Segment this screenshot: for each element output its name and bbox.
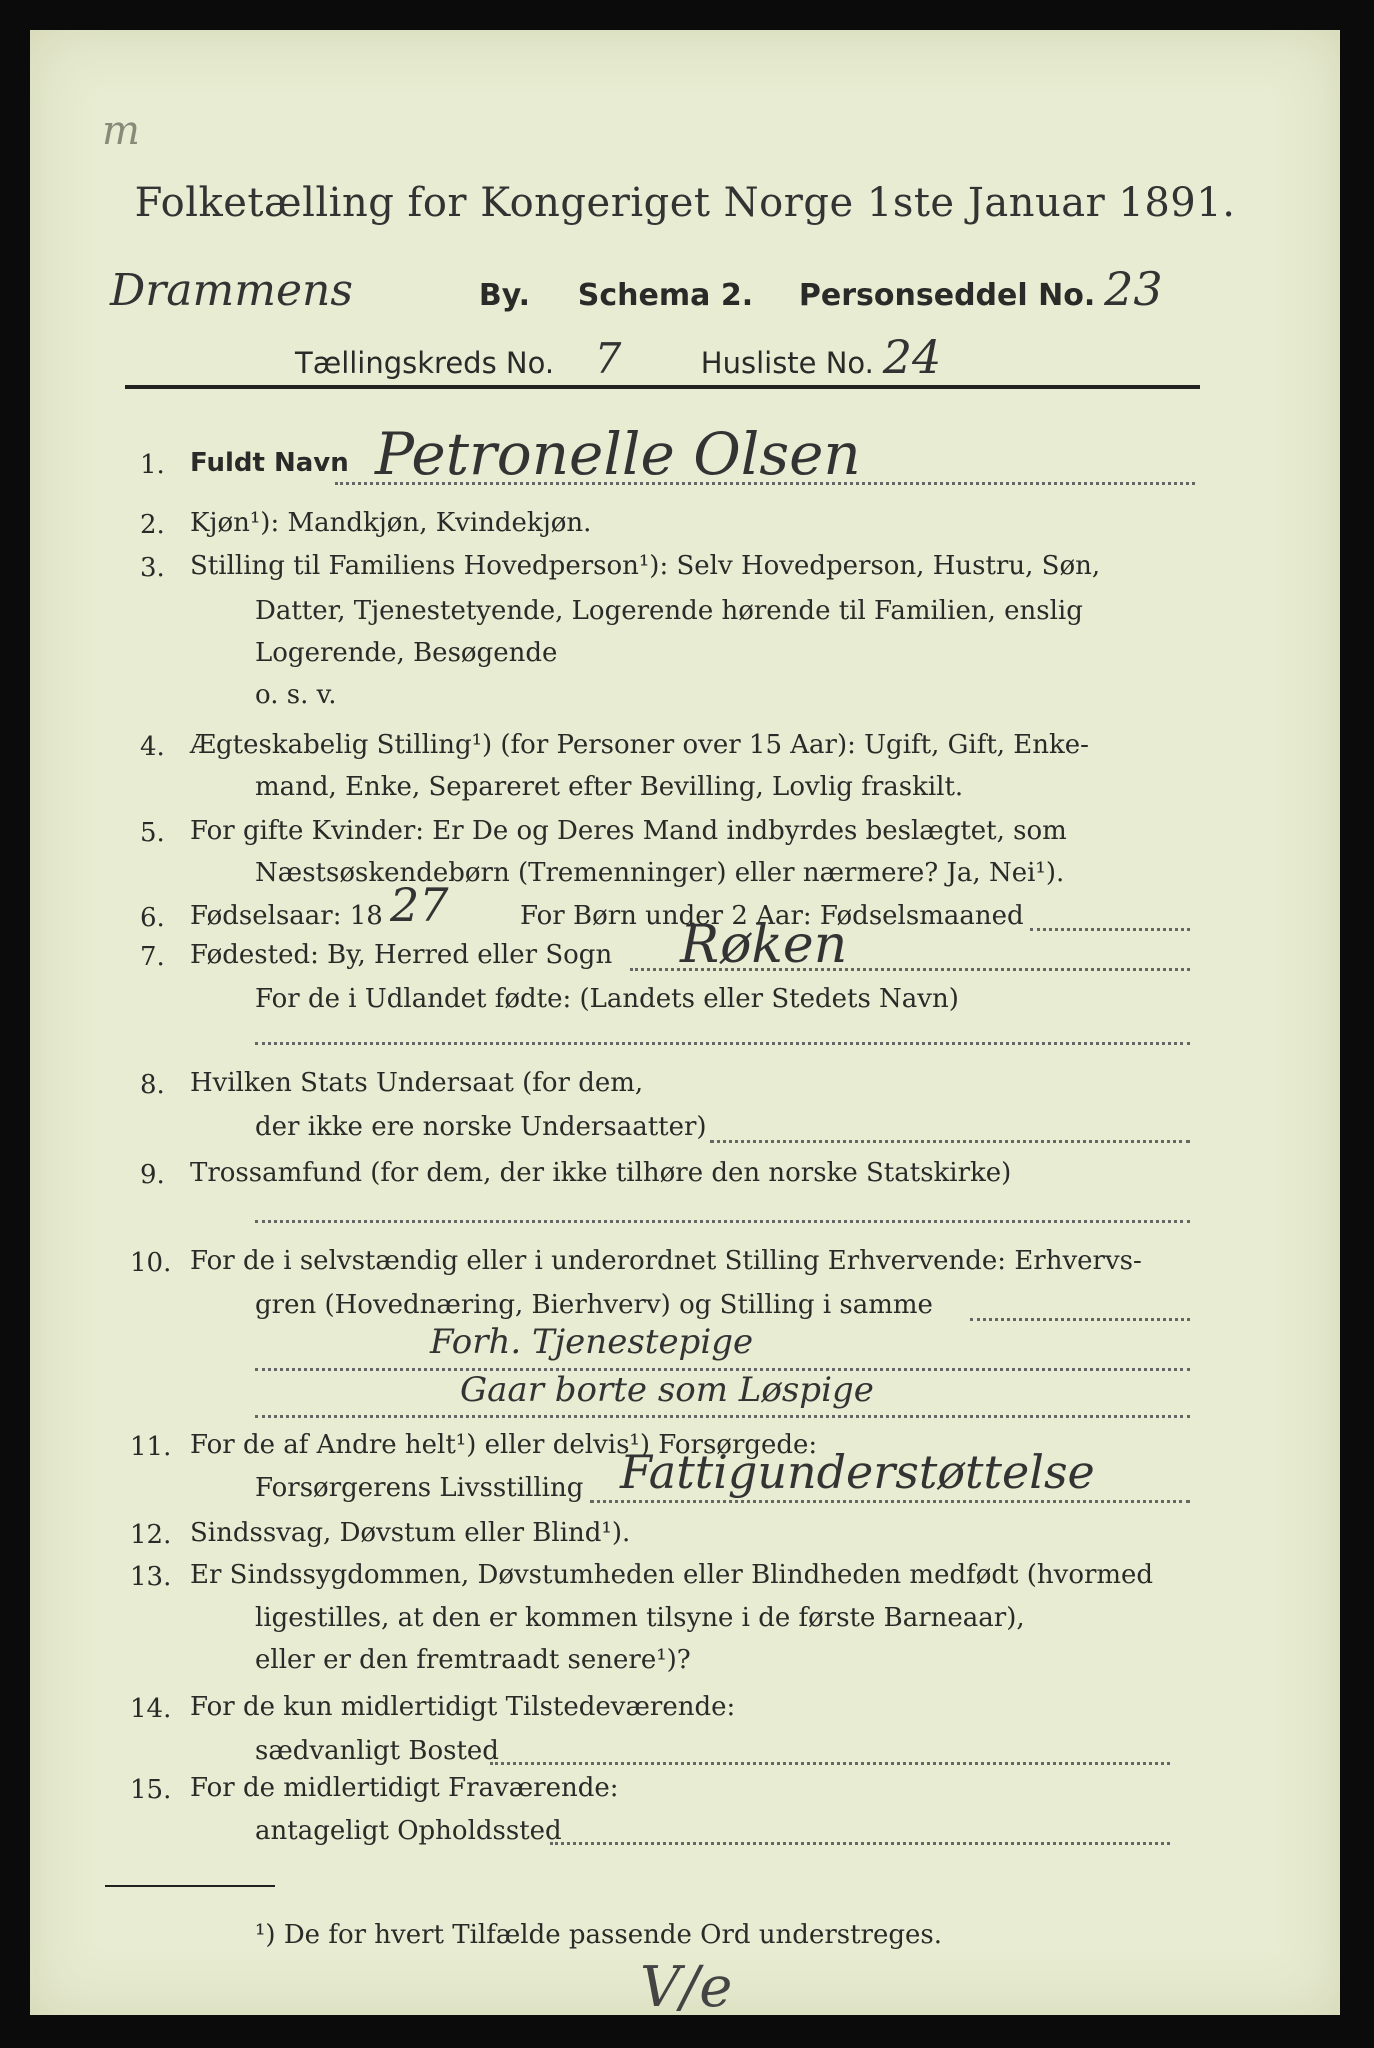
answer-line [550, 1842, 1170, 1845]
bottom-pencil-marks: V/e [640, 1955, 733, 2020]
item-number: 10. [130, 1248, 172, 1278]
item-text: Kjøn¹): Mandkjøn, Kvindekjøn. [190, 508, 592, 538]
schema-line [110, 262, 1163, 316]
personseddel-number: 23 [1104, 262, 1163, 316]
item-text: der ikke ere norske Undersaatter) [255, 1112, 707, 1142]
footnote: ¹) De for hvert Tilfælde passende Ord understreges. [255, 1920, 943, 1950]
item-text: sædvanligt Bosted [255, 1736, 499, 1766]
item-number: 12. [130, 1520, 172, 1550]
item-number: 1. [140, 450, 165, 480]
answer-line [255, 1415, 1190, 1418]
item-number: 4. [140, 732, 165, 762]
item-text: For de midlertidigt Fraværende: [190, 1773, 619, 1803]
answer-line [590, 1500, 1190, 1503]
item-text: Er Sindssygdommen, Døvstumheden eller Blindheden medfødt (hvormed [190, 1560, 1154, 1590]
item-text: o. s. v. [255, 680, 337, 710]
item-text: Fødested: By, Herred eller Sogn [190, 940, 613, 970]
footnote-rule [105, 1885, 275, 1887]
item-text: For de kun midlertidigt Tilstedeværende: [190, 1692, 736, 1722]
item-number: 8. [140, 1070, 165, 1100]
item-text: mand, Enke, Separeret efter Bevilling, Lovlig fraskilt. [255, 772, 964, 802]
census-form [30, 30, 1340, 2020]
item-number: 14. [130, 1694, 172, 1724]
form-title: Folketælling for Kongeriget Norge 1ste Januar 1891. [134, 180, 1236, 226]
full-name-handwritten: Petronelle Olsen [375, 420, 861, 488]
item-number: 11. [130, 1432, 172, 1462]
item-text: Trossamfund (for dem, der ikke tilhøre den norske Statskirke) [190, 1158, 1012, 1188]
city-handwritten: Drammens [110, 265, 353, 316]
item-text: For de i selvstændig eller i underordnet Stilling Erhvervende: Erhvervs- [190, 1246, 1142, 1276]
item-text: Fuldt Navn [190, 448, 349, 478]
item-number: 15. [130, 1775, 172, 1805]
personseddel-label: Personseddel No. [798, 278, 1096, 313]
provider-handwritten: Fattigunderstøttelse [620, 1445, 1095, 1499]
answer-line [255, 1220, 1190, 1223]
answer-line [490, 1762, 1170, 1765]
item-text: For gifte Kvinder: Er De og Deres Mand indbyrdes beslægtet, som [190, 816, 1067, 846]
item-text: eller er den fremtraadt senere¹)? [255, 1645, 691, 1675]
item-text: For de af Andre helt¹) eller delvis¹) Forsørgede: [190, 1430, 818, 1460]
answer-line [710, 1140, 1190, 1143]
answer-line [1030, 928, 1190, 931]
item-number: 2. [140, 510, 165, 540]
item-text: For Børn under 2 Aar: Fødselsmaaned [520, 901, 1024, 931]
item-text: Hvilken Stats Undersaat (for dem, [190, 1068, 644, 1098]
item-number: 7. [140, 942, 165, 972]
item-text: Fødselsaar: 18 [190, 901, 383, 931]
item-number: 6. [140, 903, 165, 933]
item-text: Næstsøskendebørn (Tremenninger) eller nærmere? Ja, Nei¹). [255, 858, 1065, 888]
husliste-number: 24 [882, 330, 942, 384]
item-number: 5. [140, 818, 165, 848]
item-text: Stilling til Familiens Hovedperson¹): Selv Hovedperson, Hustru, Søn, [190, 551, 1101, 581]
kreds-line [295, 330, 941, 384]
item-text: Logerende, Besøgende [255, 638, 558, 668]
answer-line [255, 1042, 1190, 1045]
item-text: antageligt Opholdssted [255, 1816, 562, 1846]
item-text: gren (Hovednæring, Bierhverv) og Stilling i samme [255, 1290, 933, 1320]
answer-line [970, 1318, 1190, 1321]
item-text: Forsørgerens Livsstilling [255, 1473, 584, 1503]
schema-label: Schema 2. [577, 278, 754, 313]
item-number: 3. [140, 553, 165, 583]
kreds-label: Tællingskreds No. [295, 346, 555, 380]
birth-year-handwritten: 27 [390, 878, 449, 932]
corner-pencil-mark: m [102, 108, 140, 154]
husliste-label: Husliste No. [700, 346, 874, 380]
item-text: Datter, Tjenestetyende, Logerende hørende til Familien, enslig [255, 596, 1083, 626]
item-number: 9. [140, 1160, 165, 1190]
kreds-number: 7 [594, 334, 622, 383]
item-text: Sindssvag, Døvstum eller Blind¹). [190, 1518, 631, 1548]
occupation-handwritten-2: Gaar borte som Løspige [460, 1370, 874, 1410]
item-text: For de i Udlandet fødte: (Landets eller Stedets Navn) [255, 984, 959, 1014]
item-text: Ægteskabelig Stilling¹) (for Personer over 15 Aar): Ugift, Gift, Enke- [190, 730, 1089, 760]
item-text: ligestilles, at den er kommen tilsyne i de første Barneaar), [255, 1603, 1025, 1633]
by-label: By. [478, 278, 530, 313]
header-rule [125, 385, 1200, 389]
item-number: 13. [130, 1562, 172, 1592]
occupation-handwritten-1: Forh. Tjenestepige [430, 1322, 754, 1362]
birthplace-handwritten: Røken [680, 915, 848, 975]
